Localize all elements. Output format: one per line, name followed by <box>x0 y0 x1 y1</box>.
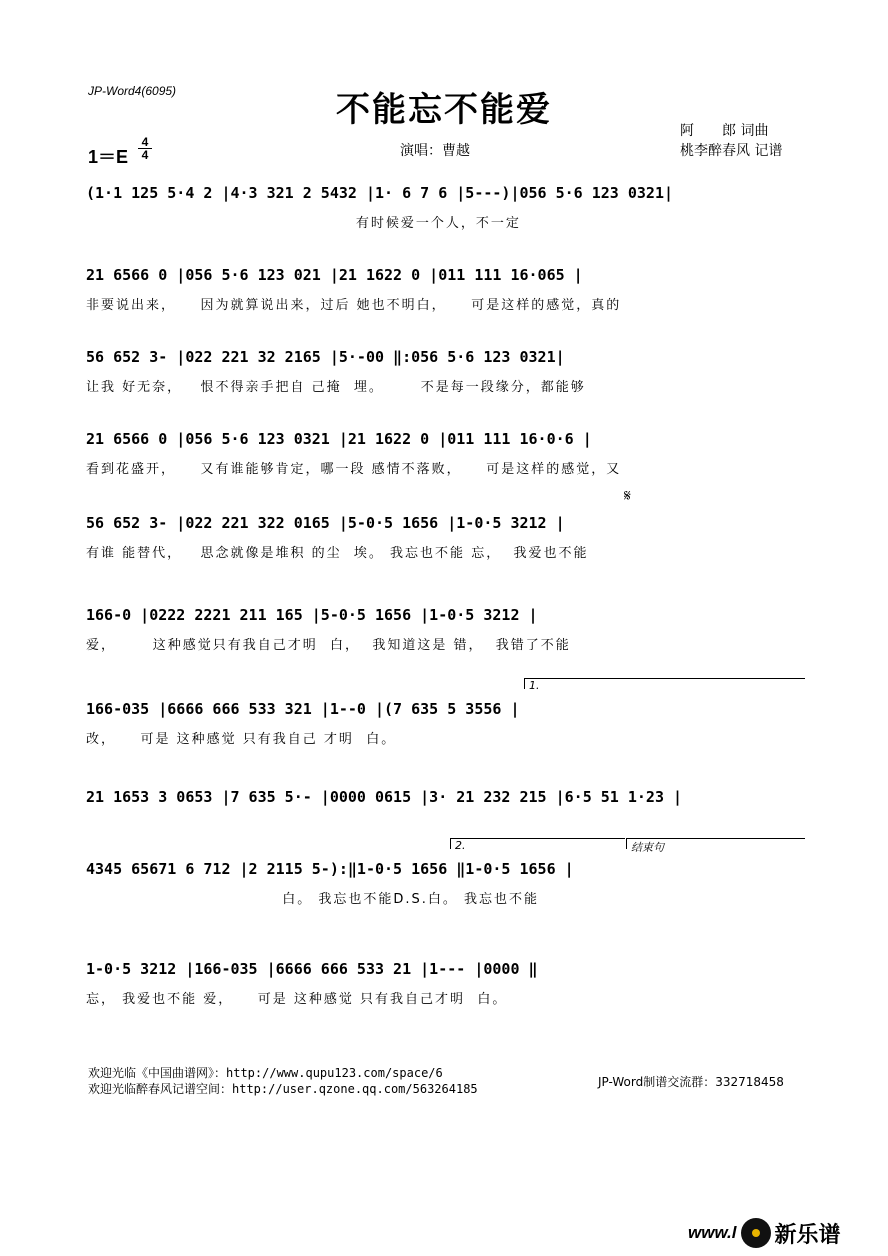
segno-sign: 𝄋 <box>624 486 631 505</box>
watermark <box>688 1216 841 1250</box>
score-line-8 <box>86 782 806 830</box>
time-signature <box>138 136 152 161</box>
watermark-url: www.l <box>688 1223 737 1242</box>
score-line-3 <box>86 342 806 395</box>
score-line-9 <box>86 854 806 907</box>
lyrics: 让我 好无奈， 恨不得亲手把自 己掩 埋。 不是每一段缘分，都能够 <box>86 380 586 395</box>
program-version: JP-Word4(6095) <box>88 84 177 98</box>
footer-link-2[interactable]: 欢迎光临醉春风记谱空间：http://user.qzone.qq.com/563264185 <box>88 1082 478 1096</box>
volta-first: 1. <box>524 678 805 689</box>
lyrics: 有时候爱一个人，不一定 <box>86 216 521 231</box>
score-line-6 <box>86 600 806 653</box>
lyrics <box>86 816 806 836</box>
notes: 21 6566 0 |056 5·6 123 0321 |21 1622 0 |011 111 16·0·6 | <box>86 430 592 448</box>
notes: 4345 65671 6 712 |2 2115 5-):‖1-0·5 1656 ‖1-0·5 1656 | <box>86 860 574 878</box>
lyrics: 忘， 我爱也不能 爱， 可是 这种感觉 只有我自己才明 白。 <box>86 992 508 1007</box>
vinyl-record-icon <box>741 1218 771 1248</box>
notes: 21 1653 3 0653 |7 635 5·- |0000 0615 |3· 21 232 215 |6·5 51 1·23 | <box>86 788 683 806</box>
lyrics: 改， 可是 这种感觉 只有我自己 才明 白。 <box>86 732 397 747</box>
footer-link-1[interactable]: 欢迎光临《中国曲谱网》：http://www.qupu123.com/space/6 <box>88 1066 443 1080</box>
volta-second: 2. <box>450 838 625 849</box>
notes: 166-035 |6666 666 533 321 |1--0 |(7 635 5 3556 | <box>86 700 520 718</box>
time-top: 4 <box>141 135 149 149</box>
lyrics: 看到花盛开， 又有谁能够肯定，哪一段 感情不落败， 可是这样的感觉，又 <box>86 462 622 477</box>
notes: 166-0 |0222 2221 211 165 |5-0·5 1656 |1-0·5 3212 | <box>86 606 538 624</box>
lyrics: 有谁 能替代， 思念就像是堆积 的尘 埃。 我忘也不能 忘， 我爱也不能 <box>86 546 589 561</box>
singer: 演唱：曹越 <box>400 143 470 159</box>
qq-group: JP-Word制谱交流群：332718458 <box>598 1075 784 1089</box>
lyrics: 爱， 这种感觉只有我自己才明 白， 我知道这是 错， 我错了不能 <box>86 638 571 653</box>
score-line-5 <box>86 508 806 561</box>
notes: 1-0·5 3212 |166-035 |6666 666 533 21 |1--- |0000 ‖ <box>86 960 538 978</box>
score-line-10 <box>86 954 806 1007</box>
score-line-7 <box>86 694 806 747</box>
watermark-name: 新乐谱 <box>774 1222 841 1248</box>
notes: 56 652 3- |022 221 322 0165 |5-0·5 1656 |1-0·5 3212 | <box>86 514 565 532</box>
lyricist: 阿 郎 词曲 <box>680 123 769 139</box>
lyrics: 非要说出来， 因为就算说出来，过后 她也不明白， 可是这样的感觉，真的 <box>86 298 622 313</box>
transcriber: 桃李醉春风 记谱 <box>680 143 783 159</box>
lyrics: 白。 我忘也不能D.S.白。 我忘也不能 <box>86 892 540 907</box>
score-line-2 <box>86 260 806 313</box>
notes: 56 652 3- |022 221 32 2165 |5·-00 ‖:056 5·6 123 0321| <box>86 348 565 366</box>
notes: (1·1 125 5·4 2 |4·3 321 2 5432 |1· 6 7 6 |5---)|056 5·6 123 0321| <box>86 184 673 202</box>
key-signature: 1＝E <box>88 147 129 167</box>
score-line-1 <box>86 178 806 231</box>
score-line-4 <box>86 424 806 477</box>
notes: 21 6566 0 |056 5·6 123 021 |21 1622 0 |011 111 16·065 | <box>86 266 583 284</box>
volta-ending: 结束句 <box>626 838 805 849</box>
time-bottom: 4 <box>138 148 152 161</box>
song-title: 不能忘不能爱 <box>336 90 552 130</box>
